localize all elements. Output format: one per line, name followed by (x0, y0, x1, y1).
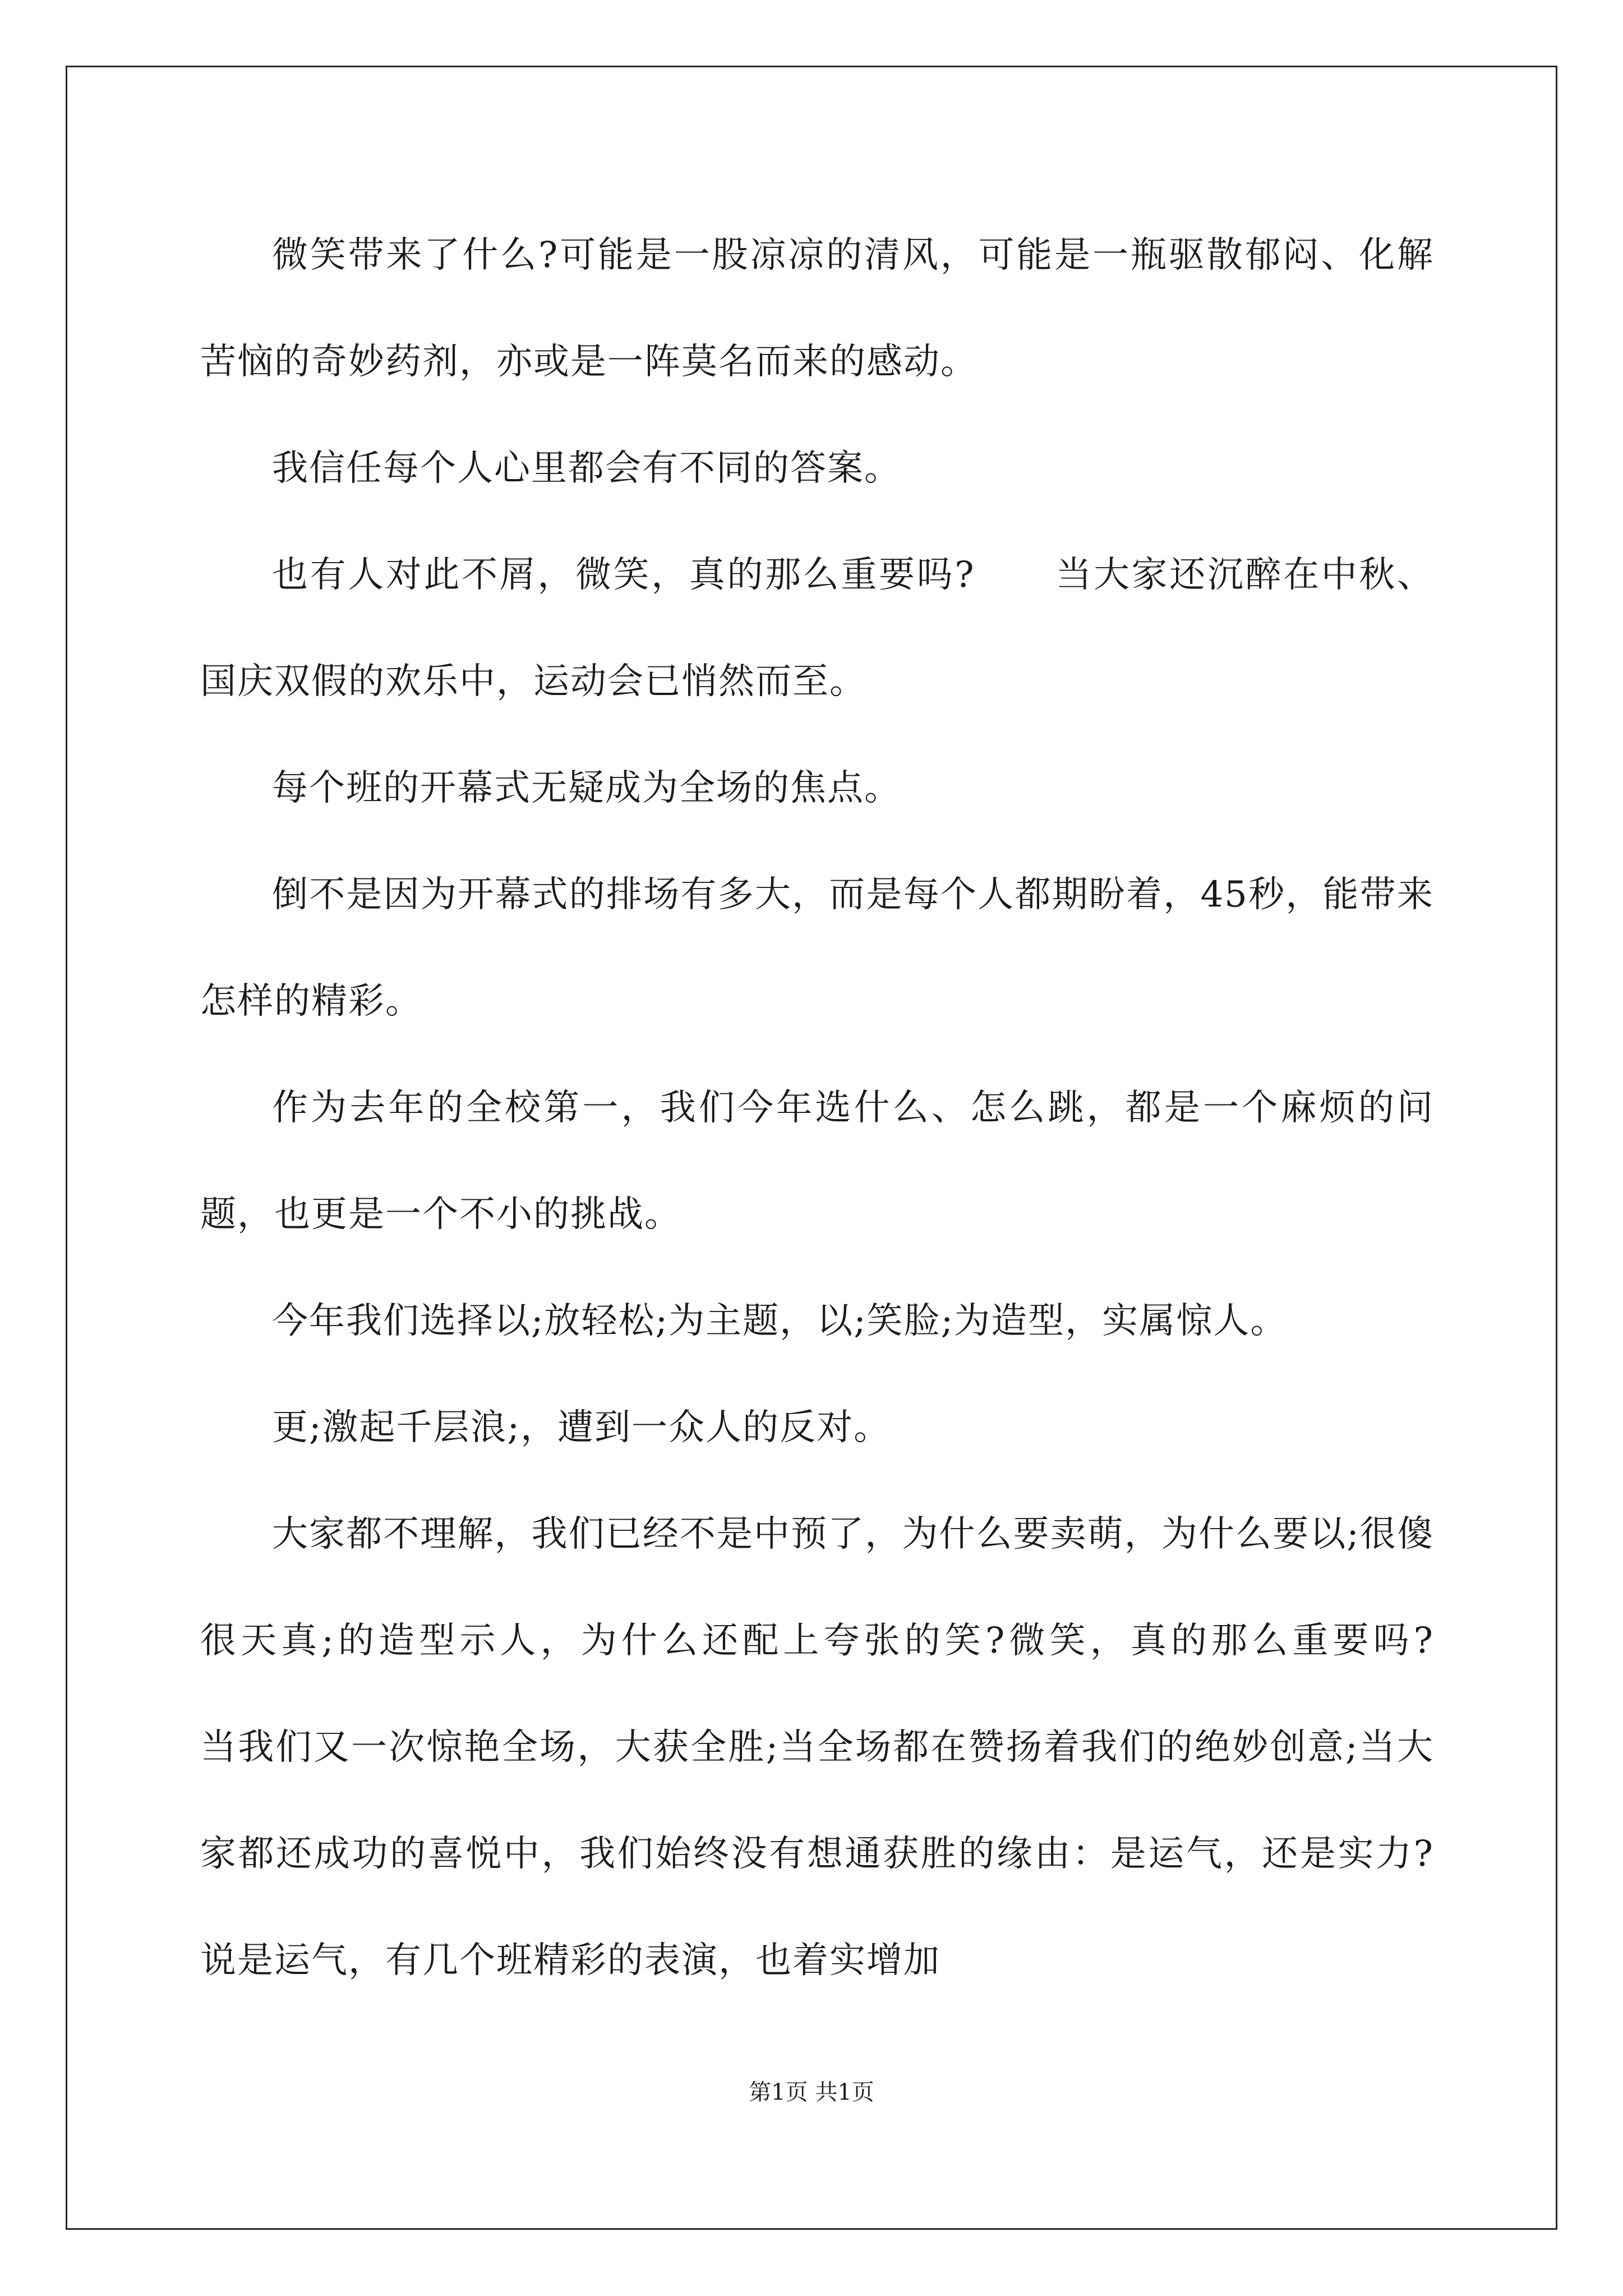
paragraph: 也有人对此不屑，微笑，真的那么重要吗? 当大家还沉醉在中秋、国庆双假的欢乐中，运动会已悄然而至。 (200, 554, 1434, 702)
page-number-footer: 第1页 共1页 (749, 2079, 874, 2105)
paragraph: 作为去年的全校第一，我们今年选什么、怎么跳，都是一个麻烦的问题，也更是一个不小的挑战。 (200, 1087, 1434, 1235)
paragraph: 大家都不理解，我们已经不是中预了，为什么要卖萌，为什么要以;很傻很天真;的造型示人，为什么还配上夸张的笑?微笑，真的那么重要吗? 当我们又一次惊艳全场，大获全胜;当全场都在赞扬着我们的绝妙创意;当大家都还成功的喜悦中，我们始终没有想通获胜的缘由：是运气，还是实力?说是运气，有几个班精彩的表演，也着实增加 (200, 1513, 1510, 1981)
paragraph: 每个班的开幕式无疑成为全场的焦点。 (272, 767, 901, 809)
paragraph: 倒不是因为开幕式的排场有多大，而是每个人都期盼着，45秒，能带来怎样的精彩。 (200, 874, 1434, 1022)
paragraph: 微笑带来了什么?可能是一股凉凉的清风，可能是一瓶驱散郁闷、化解苦恼的奇妙药剂，亦或是一阵莫名而来的感动。 (200, 234, 1434, 383)
paragraph: 今年我们选择以;放轻松;为主题，以;笑脸;为造型，实属惊人。 (272, 1300, 1288, 1342)
paragraph: 我信任每个人心里都会有不同的答案。 (272, 448, 901, 489)
paragraph: 更;激起千层浪;，遭到一众人的反对。 (272, 1407, 891, 1448)
document-body (200, 202, 1510, 2014)
